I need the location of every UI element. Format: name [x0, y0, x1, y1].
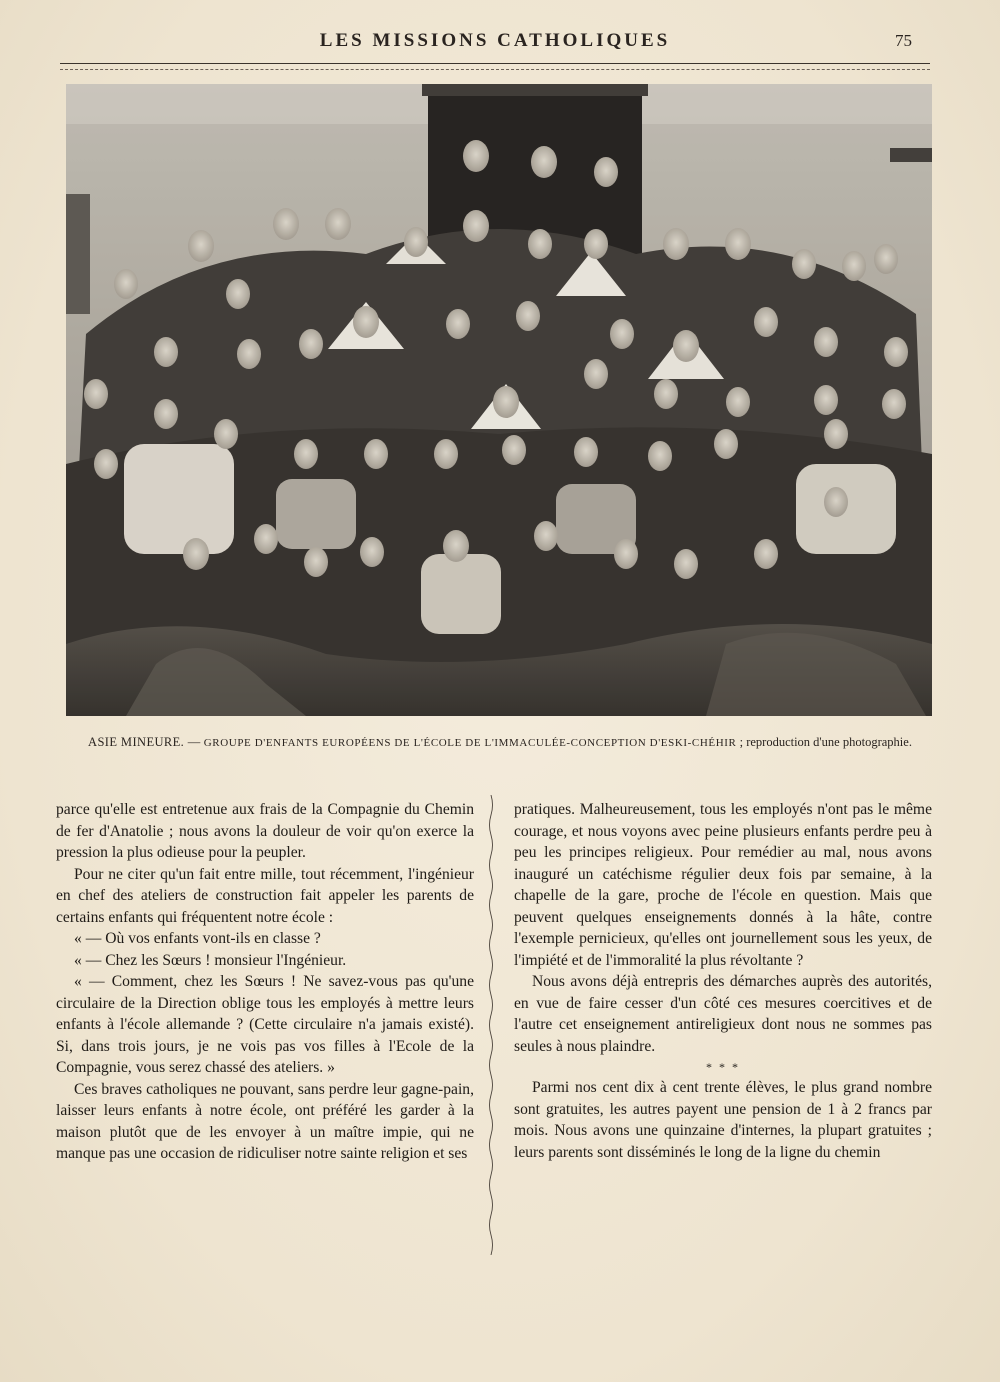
running-header-title: LES MISSIONS CATHOLIQUES	[319, 30, 671, 51]
paragraph: Ces braves catholiques ne pouvant, sans perdre leur gagne-pain, laisser leurs enfants à notre école, ont préféré les garder à la maison plutôt que de les envoyer à un maître impie, qui ne manque pas une occasion de ridiculiser notre sainte religion et ses	[56, 1080, 474, 1162]
text-column-right	[514, 799, 932, 1163]
paragraph: parce qu'elle est entretenue aux frais de la Compagnie du Chemin de fer d'Anatolie ; nous avons la douleur de voir qu'on exerce la pression la plus odieuse pour la peupler.	[56, 801, 474, 861]
text-column-left	[56, 799, 474, 1165]
column-divider	[488, 795, 494, 1255]
caption-body: GROUPE D'ENFANTS EUROPÉENS DE L'ÉCOLE DE L'IMMACULÉE-CONCEPTION D'ESKI-CHÉHIR	[203, 737, 737, 749]
dialogue-line: « — Où vos enfants vont-ils en classe ?	[74, 930, 321, 947]
section-asterism: * * *	[706, 1060, 740, 1074]
caption-tail: ; reproduction d'une photographie.	[739, 735, 912, 749]
caption-lead: ASIE MINEURE. —	[88, 735, 201, 749]
dialogue-line: « — Comment, chez les Sœurs ! Ne savez-vous pas qu'une circulaire de la Direction oblige tous les employés à mettre leurs enfants à l'école allemande ? (Cette circulaire n'a jamais existé). Si, dans trois jours, je ne vois pas vos filles à l'Ecole de la Compagnie, vous serez chassé des ateliers. »	[56, 973, 474, 1076]
dialogue-line: « — Chez les Sœurs ! monsieur l'Ingénieur.	[74, 951, 347, 969]
paragraph: pratiques. Malheureusement, tous les employés n'ont pas le même courage, et nous voyons avec peine plusieurs enfants perdre peu à peu les principes religieux. Pour remédier au mal, nous avons inauguré un catéchisme régulier deux fois par semaine, à la chapelle de la gare, proche de l'école en question. Mais que peuvent quelques enseignements donnés à la hâte, contre l'exemple pernicieux, qu'elles ont journellement sous les yeux, de l'impiété et de l'immoralité la plus révoltante ?	[514, 801, 932, 969]
photo-caption	[68, 734, 932, 752]
header-rule	[60, 63, 930, 70]
paragraph: Parmi nos cent dix à cent trente élèves, le plus grand nombre sont gratuites, les autres payent une pension de 1 à 2 francs par mois. Nous avons une quinzaine d'internes, la plupart gratuites ; leurs parents sont disséminés le long de la ligne du chemin	[514, 1079, 932, 1161]
paragraph: Pour ne citer qu'un fait entre mille, tout récemment, l'ingénieur en chef des ateliers de construction fait appeler les parents de certains enfants qui fréquentent notre école :	[56, 865, 474, 926]
page-number: 75	[895, 31, 912, 50]
paragraph: Nous avons déjà entrepris des démarches auprès des autorités, en vue de faire cesser d'un côté ces mesures coercitives et de l'autre cet enseignement antireligieux dont nous ne sommes pas seules à nous plaindre.	[514, 973, 932, 1055]
photograph-image	[66, 84, 932, 716]
group-photograph	[66, 84, 932, 716]
